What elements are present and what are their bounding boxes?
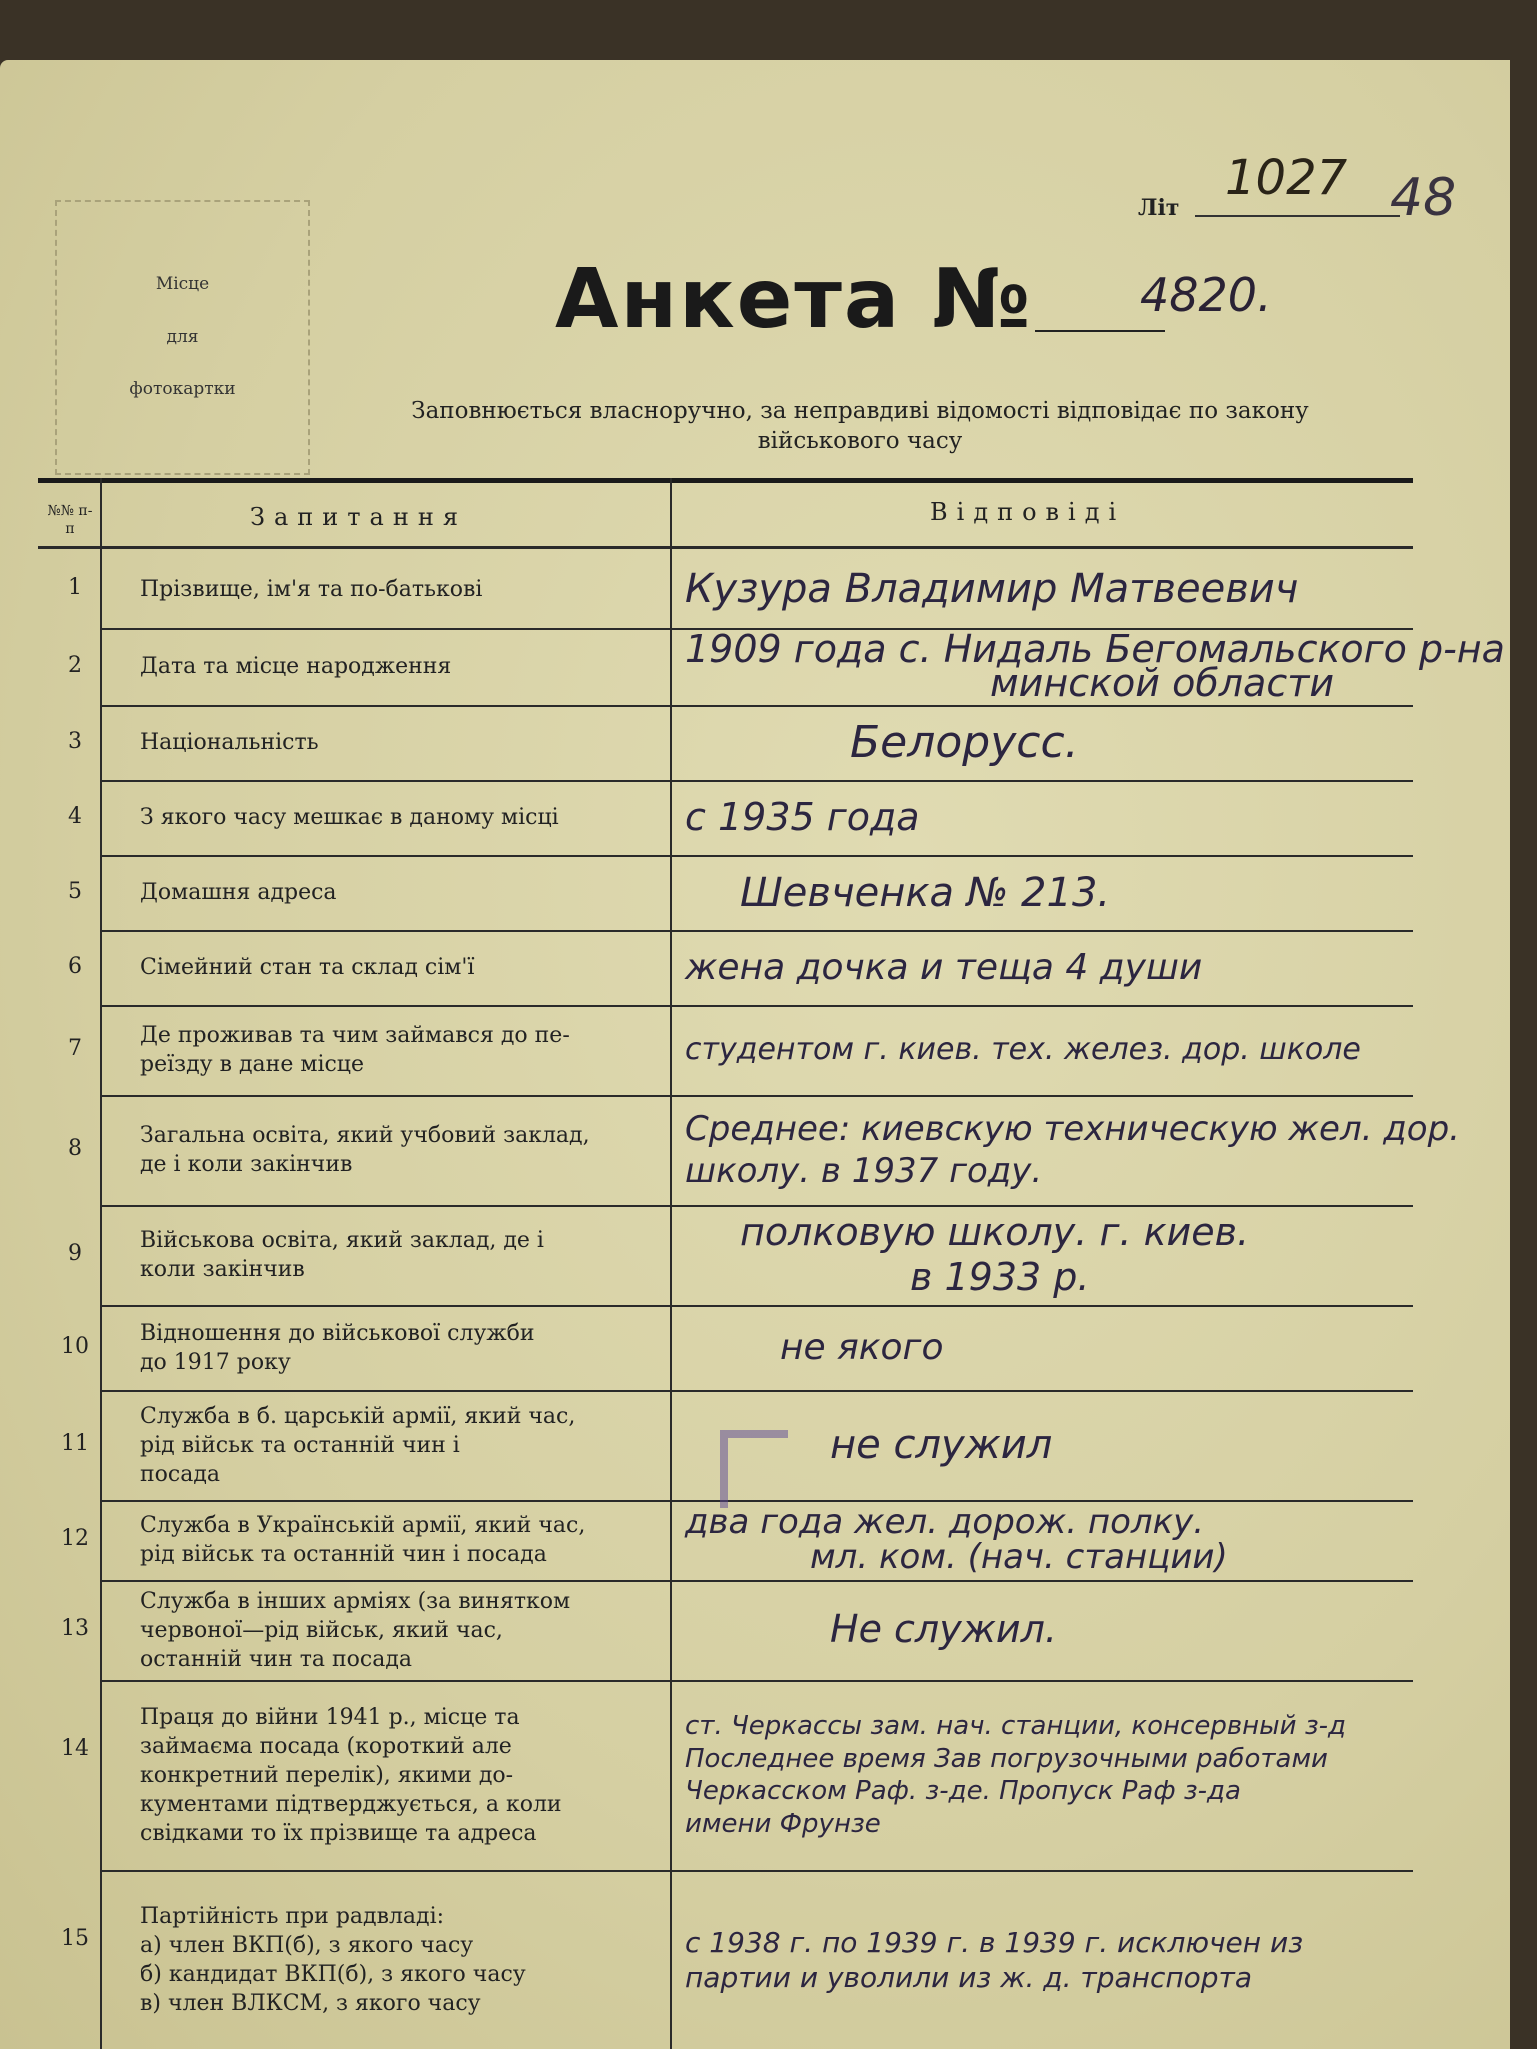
question-text: кументами підтверджується, а коли: [140, 1791, 562, 1817]
question-text: червоної—рід військ, який час,: [140, 1617, 503, 1643]
row-number: 15: [61, 1926, 89, 1951]
lit-number: 1027: [1225, 150, 1348, 206]
row-divider: [100, 1390, 1413, 1392]
question-text: свідками то їх прізвище та адреса: [140, 1820, 537, 1846]
form-title: Анкета №: [555, 252, 1033, 347]
question-text: коли закінчив: [140, 1257, 305, 1282]
answer-handwriting: не служил: [830, 1422, 1053, 1468]
row-number: 3: [68, 728, 82, 754]
subtitle-line1: Заповнюється власноручно, за неправдиві відомості відповідає по закону: [411, 398, 1309, 424]
question-text: б) кандидат ВКП(б), з якого часу: [140, 1961, 526, 1987]
answer-handwriting: ст. Черкассы зам. нач. станции, консервный з-д: [685, 1711, 1347, 1741]
answer-handwriting: Среднее: киевскую техническую жел. дор.: [685, 1108, 1460, 1149]
row-divider: [100, 1870, 1413, 1872]
ink-stamp-mark: [720, 1430, 788, 1508]
answer-handwriting: 1909 года с. Нидаль Бегомальского р-на: [685, 627, 1505, 671]
question-text: де і коли закінчив: [140, 1152, 353, 1177]
lit-underline: [1195, 215, 1400, 217]
answer-handwriting: в 1933 р.: [910, 1255, 1090, 1299]
row-number: 2: [68, 652, 82, 678]
column-header-answer: Відповіді: [930, 498, 1126, 526]
question-text: Служба в інших арміях (за винятком: [140, 1588, 571, 1614]
question-text: З якого часу мешкає в даному місці: [140, 805, 559, 830]
answer-handwriting: Белорусс.: [850, 717, 1079, 768]
answer-handwriting: полковую школу. г. киев.: [740, 1210, 1250, 1254]
answer-handwriting: Не служил.: [830, 1607, 1057, 1652]
answer-handwriting: мл. ком. (нач. станции): [810, 1537, 1228, 1577]
column-header-question: Запитання: [250, 503, 467, 531]
row-number: 5: [68, 878, 82, 904]
row-divider: [100, 1095, 1413, 1097]
answer-handwriting: Последнее время Зав погрузочными работами: [685, 1743, 1328, 1774]
row-divider: [100, 930, 1413, 932]
row-divider: [100, 1680, 1413, 1682]
row-divider: [100, 855, 1413, 857]
row-number: 4: [68, 803, 82, 829]
header-top-rule: [38, 478, 1413, 483]
question-text: рід військ та останній чин і: [140, 1432, 460, 1458]
column-header-number: №№ п-п: [47, 503, 93, 537]
answer-handwriting: жена дочка и теща 4 души: [685, 947, 1203, 988]
header-bottom-rule: [38, 546, 1413, 549]
subtitle-line2: військового часу: [757, 428, 963, 454]
answer-handwriting: два года жел. дорож. полку.: [685, 1502, 1205, 1542]
answer-handwriting: студентом г. киев. тех. желез. дор. школе: [685, 1032, 1361, 1068]
question-text: посада: [140, 1461, 221, 1487]
answer-handwriting: Кузура Владимир Матвеевич: [685, 566, 1299, 612]
row-divider: [100, 1205, 1413, 1207]
row-number: 14: [61, 1736, 89, 1761]
row-number: 11: [61, 1431, 89, 1456]
question-text: реїзду в дане місце: [140, 1052, 364, 1077]
question-text: Праця до війни 1941 р., місце та: [140, 1704, 520, 1730]
lit-label: Літ: [1138, 195, 1180, 221]
photo-label-line3: фотокартки: [129, 379, 236, 399]
row-number: 12: [61, 1526, 89, 1551]
question-text: Де проживав та чим займався до пе-: [140, 1023, 570, 1048]
title-number-underline: [1035, 330, 1165, 332]
question-text: Партійність при радвладі:: [140, 1903, 445, 1929]
row-divider: [100, 1005, 1413, 1007]
photo-label-line1: Місце: [155, 274, 210, 294]
question-text: Дата та місце народження: [140, 654, 452, 679]
question-text: Прізвище, ім'я та по-батькові: [140, 576, 483, 602]
question-text: Загальна освіта, який учбовий заклад,: [140, 1123, 590, 1148]
answer-handwriting: Шевченка № 213.: [740, 869, 1111, 916]
question-text: Домашня адреса: [140, 880, 337, 905]
row-number: 6: [68, 953, 82, 979]
question-text: Сімейний стан та склад сім'ї: [140, 955, 475, 980]
row-number: 10: [61, 1333, 89, 1359]
page-side-number: 48: [1390, 168, 1457, 228]
answer-handwriting: не якого: [780, 1327, 944, 1368]
question-text: Національність: [140, 730, 319, 755]
form-subtitle: [330, 396, 1390, 456]
question-text: в) член ВЛКСМ, з якого часу: [140, 1990, 481, 2016]
question-text: рід військ та останній чин і посада: [140, 1542, 547, 1567]
question-text: Військова освіта, який заклад, де і: [140, 1228, 544, 1253]
row-number: 13: [61, 1616, 89, 1641]
question-text: до 1917 року: [140, 1349, 291, 1375]
question-text: конкретний перелік), якими до-: [140, 1762, 514, 1788]
question-text: Відношення до військової служби: [140, 1320, 535, 1346]
answer-handwriting: минской области: [990, 660, 1335, 705]
row-divider: [100, 780, 1413, 782]
form-number: 4820.: [1140, 268, 1272, 322]
row-divider: [100, 1305, 1413, 1307]
row-number: 1: [68, 575, 82, 600]
photo-placeholder: [55, 200, 310, 475]
row-number: 7: [68, 1036, 82, 1061]
question-text: займаєма посада (короткий але: [140, 1733, 512, 1759]
question-text: а) член ВКП(б), з якого часу: [140, 1932, 474, 1958]
question-text: Служба в б. царській армії, який час,: [140, 1403, 576, 1429]
row-number: 8: [68, 1136, 82, 1161]
answer-handwriting: с 1938 г. по 1939 г. в 1939 г. исключен из: [685, 1925, 1304, 1959]
question-text: Служба в Українській армії, який час,: [140, 1513, 586, 1538]
row-number: 9: [68, 1241, 82, 1266]
answer-handwriting: имени Фрунзе: [685, 1808, 881, 1839]
column-divider-answer: [670, 478, 672, 2049]
row-divider: [100, 1580, 1413, 1582]
answer-handwriting: Черкасском Раф. з-де. Пропуск Раф з-да: [685, 1776, 1241, 1806]
question-text: останній чин та посада: [140, 1646, 413, 1672]
answer-handwriting: школу. в 1937 году.: [685, 1151, 1043, 1191]
answer-handwriting: партии и уволили из ж. д. транспорта: [685, 1960, 1253, 1994]
row-divider: [100, 705, 1413, 707]
answer-handwriting: с 1935 года: [685, 794, 920, 839]
photo-label-line2: для: [166, 327, 199, 347]
